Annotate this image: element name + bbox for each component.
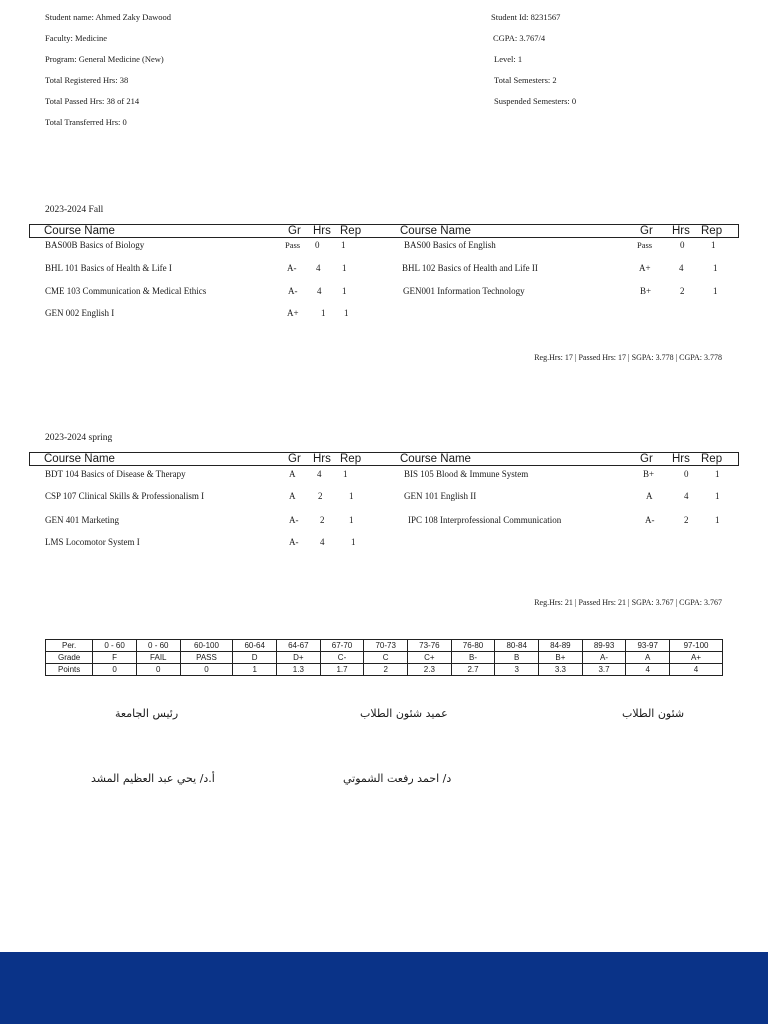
table-cell: F	[93, 652, 137, 664]
table-cell: 2.7	[451, 664, 495, 676]
semester-summary: Reg.Hrs: 21 | Passed Hrs: 21 | SGPA: 3.767 | CGPA: 3.767	[534, 598, 722, 607]
grade-scale-row-percent	[46, 640, 723, 652]
header-hours: Hrs	[313, 453, 331, 465]
header-grade: Gr	[288, 225, 301, 237]
table-cell: C+	[408, 652, 452, 664]
table-cell: FAIL	[136, 652, 180, 664]
course-hours: 2	[684, 515, 689, 525]
course-name: GEN001 Information Technology	[403, 286, 525, 296]
table-cell: 0 - 60	[136, 640, 180, 652]
course-grade: Pass	[285, 240, 301, 250]
course-repeat: 1	[715, 469, 720, 479]
course-grade: A	[289, 469, 296, 479]
table-cell: B+	[539, 652, 583, 664]
course-hours: 4	[684, 491, 689, 501]
course-name: GEN 401 Marketing	[45, 515, 119, 525]
course-grade: A-	[289, 537, 299, 547]
grade-scale-table	[45, 639, 723, 676]
header-grade: Gr	[288, 453, 301, 465]
table-cell: 64-67	[277, 640, 321, 652]
header-repeat: Rep	[701, 225, 723, 237]
table-cell: 3	[495, 664, 539, 676]
course-repeat: 1	[342, 263, 347, 273]
course-name: BAS00 Basics of English	[404, 240, 496, 250]
table-cell: 60-100	[180, 640, 233, 652]
header-repeat: Rep	[701, 453, 723, 465]
course-hours: 4	[316, 263, 321, 273]
course-name: BHL 101 Basics of Health & Life I	[45, 263, 172, 273]
table-cell: 67-70	[320, 640, 364, 652]
course-hours: 2	[318, 491, 323, 501]
table-cell: PASS	[180, 652, 233, 664]
student-affairs-title: شئون الطلاب	[622, 707, 685, 720]
header-repeat: Rep	[340, 453, 362, 465]
course-name: CME 103 Communication & Medical Ethics	[45, 286, 207, 296]
course-repeat: 1	[343, 469, 348, 479]
course-repeat: 1	[711, 240, 716, 250]
table-cell: 0 - 60	[93, 640, 137, 652]
course-repeat: 1	[349, 515, 354, 525]
course-grade: A-	[287, 263, 297, 273]
header-course-name: Course Name	[400, 225, 471, 237]
table-cell: D	[233, 652, 277, 664]
table-cell: B	[495, 652, 539, 664]
course-repeat: 1	[713, 263, 718, 273]
course-hours: 4	[317, 286, 322, 296]
course-hours: 4	[320, 537, 325, 547]
course-repeat: 1	[349, 491, 354, 501]
course-name: BDT 104 Basics of Disease & Therapy	[45, 469, 186, 479]
course-repeat: 1	[351, 537, 356, 547]
header-hours: Hrs	[313, 225, 331, 237]
table-cell: A-	[582, 652, 626, 664]
course-grade: A+	[287, 308, 299, 318]
grade-scale-row-grade	[46, 652, 723, 664]
header-hours: Hrs	[672, 453, 690, 465]
course-table-header	[29, 224, 739, 238]
table-cell: 60-64	[233, 640, 277, 652]
table-cell: A+	[670, 652, 723, 664]
table-cell: 76-80	[451, 640, 495, 652]
course-name: BHL 102 Basics of Health and Life II	[402, 263, 538, 273]
course-name: IPC 108 Interprofessional Communication	[408, 515, 562, 525]
table-cell: 80-84	[495, 640, 539, 652]
header-course-name: Course Name	[44, 225, 115, 237]
course-name: GEN 002 English I	[45, 308, 115, 318]
course-hours: 1	[321, 308, 326, 318]
semester-summary: Reg.Hrs: 17 | Passed Hrs: 17 | SGPA: 3.778 | CGPA: 3.778	[534, 353, 722, 362]
total-semesters: Total Semesters: 2	[494, 75, 557, 85]
table-cell: 0	[93, 664, 137, 676]
table-cell: 70-73	[364, 640, 408, 652]
grade-scale-row-points	[46, 664, 723, 676]
table-cell: 4	[670, 664, 723, 676]
student-affairs-dean-title: عميد شئون الطلاب	[360, 707, 448, 720]
total-registered-hours: Total Registered Hrs: 38	[45, 75, 129, 85]
student-affairs-dean-name: د/ احمد رفعت الشموتي	[343, 772, 452, 785]
table-cell: 1	[233, 664, 277, 676]
table-cell: A	[626, 652, 670, 664]
course-repeat: 1	[713, 286, 718, 296]
cgpa: CGPA: 3.767/4	[493, 33, 546, 43]
course-grade: Pass	[637, 240, 653, 250]
course-name: LMS Locomotor System I	[45, 537, 140, 547]
header-course-name: Course Name	[400, 453, 471, 465]
table-cell: Per.	[46, 640, 93, 652]
table-cell: 0	[136, 664, 180, 676]
table-cell: Points	[46, 664, 93, 676]
course-hours: 0	[684, 469, 689, 479]
table-cell: 93-97	[626, 640, 670, 652]
course-hours: 4	[679, 263, 684, 273]
total-transferred-hours: Total Transferred Hrs: 0	[45, 117, 127, 127]
course-hours: 4	[317, 469, 322, 479]
course-grade: A-	[288, 286, 298, 296]
faculty: Faculty: Medicine	[45, 33, 108, 43]
header-repeat: Rep	[340, 225, 362, 237]
footer-band	[0, 952, 768, 1024]
course-grade: A	[289, 491, 296, 501]
table-cell: 1.7	[320, 664, 364, 676]
course-grade: A	[646, 491, 653, 501]
course-name: BIS 105 Blood & Immune System	[404, 469, 529, 479]
course-repeat: 1	[344, 308, 349, 318]
table-cell: D+	[277, 652, 321, 664]
course-repeat: 1	[715, 491, 720, 501]
semester-title: 2023-2024 spring	[45, 433, 113, 443]
course-name: CSP 107 Clinical Skills & Professionalism I	[45, 491, 205, 501]
course-grade: B+	[643, 469, 655, 479]
header-grade: Gr	[640, 225, 653, 237]
header-hours: Hrs	[672, 225, 690, 237]
course-repeat: 1	[341, 240, 346, 250]
course-hours: 0	[315, 240, 320, 250]
table-cell: 89-93	[582, 640, 626, 652]
course-name: BAS00B Basics of Biology	[45, 240, 145, 250]
student-name: Student name: Ahmed Zaky Dawood	[45, 12, 172, 22]
table-cell: 1.3	[277, 664, 321, 676]
table-cell: C	[364, 652, 408, 664]
level: Level: 1	[494, 54, 523, 64]
course-grade: A-	[645, 515, 655, 525]
university-president-title: رئيس الجامعة	[115, 707, 179, 720]
table-cell: 3.3	[539, 664, 583, 676]
course-hours: 2	[680, 286, 685, 296]
header-course-name: Course Name	[44, 453, 115, 465]
course-table-header	[29, 452, 739, 466]
total-passed-hours: Total Passed Hrs: 38 of 214	[45, 96, 140, 106]
course-repeat: 1	[715, 515, 720, 525]
semester-title: 2023-2024 Fall	[45, 205, 104, 215]
table-cell: 0	[180, 664, 233, 676]
table-cell: B-	[451, 652, 495, 664]
course-repeat: 1	[342, 286, 347, 296]
course-hours: 2	[320, 515, 325, 525]
student-id: Student Id: 8231567	[491, 12, 561, 22]
table-cell: Grade	[46, 652, 93, 664]
course-name: GEN 101 English II	[404, 491, 477, 501]
course-grade: B+	[640, 286, 652, 296]
suspended-semesters: Suspended Semesters: 0	[494, 96, 577, 106]
table-cell: 84-89	[539, 640, 583, 652]
table-cell: 2.3	[408, 664, 452, 676]
table-cell: C-	[320, 652, 364, 664]
table-cell: 73-76	[408, 640, 452, 652]
table-cell: 97-100	[670, 640, 723, 652]
header-grade: Gr	[640, 453, 653, 465]
table-cell: 2	[364, 664, 408, 676]
program: Program: General Medicine (New)	[45, 54, 164, 64]
table-cell: 4	[626, 664, 670, 676]
course-grade: A-	[289, 515, 299, 525]
university-president-name: أ.د/ يحي عبد العظيم المشد	[91, 772, 215, 785]
table-cell: 3.7	[582, 664, 626, 676]
course-grade: A+	[639, 263, 651, 273]
course-hours: 0	[680, 240, 685, 250]
